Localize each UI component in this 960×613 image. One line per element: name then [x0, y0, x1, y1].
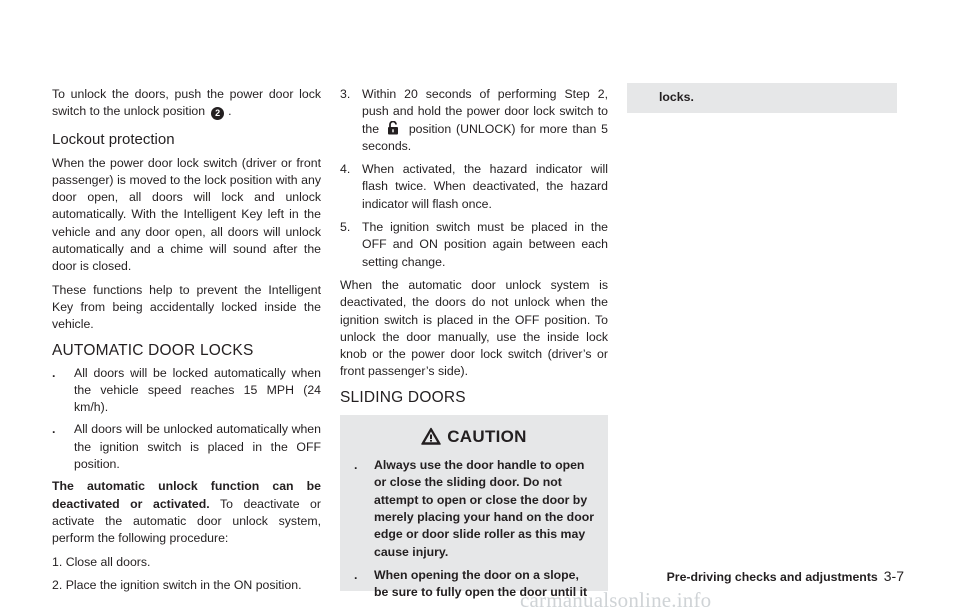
step-number: 4. — [340, 162, 351, 177]
left-column — [52, 86, 321, 600]
bullet-dot-icon: . — [52, 422, 56, 437]
right-column — [627, 86, 897, 113]
watermark: carmanualsonline.info — [520, 588, 712, 612]
caution-item-text: Always use the door handle to open or close the sliding door. Do not attempt to open or close the door by merely placing your hand on the door edge or door slide roller as this may cause injury. — [374, 458, 595, 559]
warning-triangle-icon — [421, 427, 441, 445]
step-text-continued: position (UNLOCK) for more than 5 seconds. — [362, 121, 609, 153]
deactivate-bold: The automatic unlock function can be deactivated or activated. — [52, 479, 321, 511]
step-number: 3. — [340, 87, 351, 101]
step-text: The ignition switch must be placed in the OFF and ON position again between each setting change. — [362, 220, 608, 269]
page-footer — [626, 568, 904, 584]
lockout-heading: Lockout protection — [52, 130, 175, 148]
step-number: 1. — [52, 554, 63, 569]
unlock-icon — [386, 121, 400, 135]
lockout-paragraph-2: These functions help to prevent the Intelligent Key from being accidentally locked inside the vehicle. — [52, 282, 321, 332]
section-title: Pre-driving checks and adjustments — [666, 570, 878, 584]
step-number: 5. — [340, 220, 351, 235]
caution-continued-text: locks. — [659, 90, 694, 104]
bullet-item — [52, 365, 321, 417]
unlock-intro-end: . — [228, 104, 232, 119]
step-5 — [340, 219, 608, 271]
caution-item — [354, 457, 594, 561]
step-text: Place the ignition switch in the ON position. — [65, 577, 302, 592]
step-text: Close all doors. — [65, 554, 151, 569]
callout-2-icon: 2 — [211, 107, 224, 120]
sliding-doors-heading: SLIDING DOORS — [340, 388, 466, 406]
bullet-text: All doors will be unlocked automatically when the ignition switch is placed in the OFF position. — [74, 422, 321, 472]
step-3 — [340, 86, 608, 155]
bullet-item — [52, 421, 321, 473]
manual-unlock-paragraph: When the automatic door unlock system is deactivated, the doors do not unlock when the ignition switch is placed in the OFF position. To unlock the door manually, use the inside lock knob or the power door lock switch (driver’s or front passenger’s side). — [340, 277, 608, 379]
step-number: 2. — [52, 577, 63, 592]
step-4 — [340, 161, 608, 213]
step-2 — [52, 577, 321, 594]
deactivate-rest: To deactivate or activate the automatic door unlock system, perform the following procedure: — [52, 496, 321, 546]
bullet-text: All doors will be locked automatically when the vehicle speed reaches 15 MPH (24 km/h). — [74, 365, 321, 415]
step-text: When activated, the hazard indicator will flash twice. When deactivated, the hazard indicator will flash once. — [362, 162, 608, 211]
lockout-paragraph-1: When the power door lock switch (driver or front passenger) is moved to the lock position with any door open, all doors will lock and unlock automatically. With the Intelligent Key left in the vehicle and any door open, all doors will unlock automatically and a chime will sound after the door is closed. — [52, 155, 321, 274]
bullet-dot-icon: . — [52, 365, 56, 380]
step-1 — [52, 554, 321, 571]
caution-continued-box — [627, 83, 897, 113]
page-number: 3-7 — [883, 568, 904, 584]
step-text: Within 20 seconds of performing Step 2, push and hold the power door lock switch to the — [362, 87, 608, 136]
unlock-intro-text: To unlock the doors, push the power door lock switch to the unlock position — [52, 87, 321, 119]
caution-header — [354, 427, 594, 445]
bullet-dot-icon: . — [354, 567, 358, 582]
auto-door-locks-heading: AUTOMATIC DOOR LOCKS — [52, 341, 254, 359]
deactivate-paragraph — [52, 478, 321, 547]
middle-column — [340, 86, 609, 600]
caution-item-text: When opening the door on a slope, be sure to fully open the door until it — [374, 567, 588, 600]
bullet-dot-icon: . — [354, 458, 358, 473]
unlock-intro — [52, 86, 321, 121]
caution-title: CAUTION — [447, 426, 527, 446]
caution-box — [340, 415, 608, 600]
